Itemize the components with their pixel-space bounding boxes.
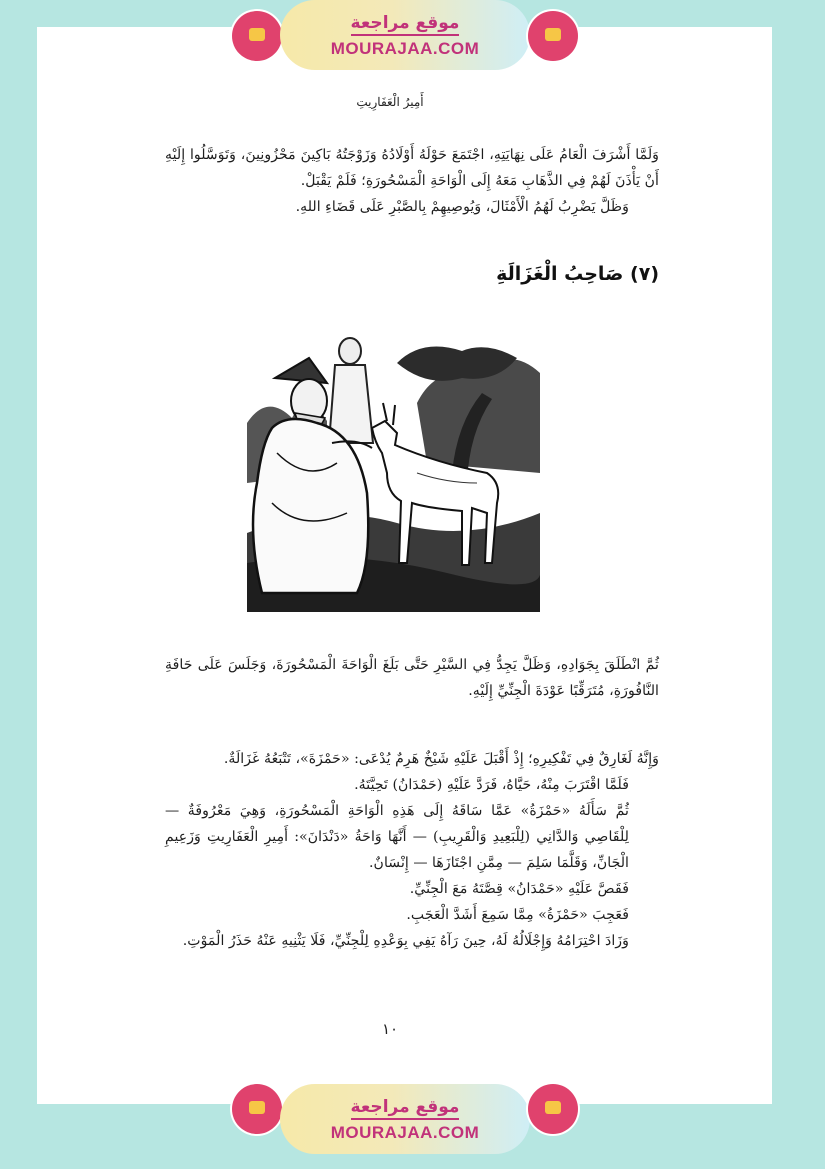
- site-logo-icon: [232, 11, 282, 61]
- watermark-arabic: موقع مراجعة: [351, 1096, 460, 1120]
- paragraph: وَزَادَ احْتِرَامُهُ وَإِجْلَالُهُ لَهُ، حِينَ رَآهُ يَفِي بِوَعْدِهِ لِلْجِنِّيِّ، فَلَا يَثْنِيهِ عَنْهُ حَذَرُ الْمَوْتِ.: [182, 933, 629, 949]
- watermark-banner-bottom[interactable]: [280, 1084, 530, 1154]
- paragraph: وَظَلَّ يَضْرِبُ لَهُمُ الْأَمْثَالَ، وَيُوصِيهِمْ بِالصَّبْرِ عَلَى قَضَاءِ اللهِ.: [295, 199, 629, 215]
- site-logo-icon: [232, 1084, 282, 1134]
- watermark-arabic: موقع مراجعة: [351, 12, 460, 36]
- middle-text-block: [165, 652, 659, 704]
- old-man-with-gazelle-illustration: [247, 333, 540, 612]
- book-icon: [249, 1101, 265, 1114]
- site-logo-icon: [528, 11, 578, 61]
- bottom-text-block: [165, 746, 659, 954]
- top-text-block: [165, 142, 659, 220]
- watermark-banner-top[interactable]: [280, 0, 530, 70]
- paragraph: فَقَصَّ عَلَيْهِ «حَمْدَانُ» قِصَّتَهُ مَعَ الْجِنِّيِّ.: [409, 881, 629, 897]
- paragraph: فَلَمَّا اقْتَرَبَ مِنْهُ، حَيَّاهُ، فَرَدَّ عَلَيْهِ (حَمْدَانُ) تَحِيَّتَهُ.: [354, 777, 629, 793]
- paragraph: فَعَجِبَ «حَمْزَةُ» مِمَّا سَمِعَ أَشَدَّ الْعَجَبِ.: [406, 907, 629, 923]
- watermark-english: MOURAJAA.COM: [330, 1122, 480, 1142]
- paragraph: وَلَمَّا أَشْرَفَ الْعَامُ عَلَى نِهَايَتِهِ، اجْتَمَعَ حَوْلَهُ أَوْلَادُهُ وَزَوْجَتُهُ بَاكِينَ مَحْزُونِينَ، وَتَوَسَّلُوا إِلَيْهِ أَنْ يَأْذَنَ لَهُمْ فِي الذَّهَابِ مَعَهُ إِلَى الْوَاحَةِ الْمَسْحُورَةِ؛ فَلَمْ يَقْبَلْ.: [165, 147, 659, 189]
- page-number: ١٠: [381, 1020, 399, 1038]
- section-heading: (٧) صَاحِبُ الْغَزَالَةِ: [496, 263, 659, 285]
- book-icon: [249, 28, 265, 41]
- running-head: أَمِيرُ الْعَفَارِيتِ: [356, 95, 424, 109]
- book-icon: [545, 1101, 561, 1114]
- paragraph: ثُمَّ سَأَلَهُ «حَمْزَةُ» عَمَّا سَاقَهُ إِلَى هَذِهِ الْوَاحَةِ الْمَسْحُورَةِ، وَهِيَ مَعْرُوفَةٌ — لِلْقَاصِي وَالدَّانِي (لِلْبَعِيدِ وَالْقَرِيبِ) — أَنَّهَا وَاحَةُ «دَنْدَانَ»: أَمِيرِ الْعَفَارِيتِ وَزَعِيمِ الْجَانِّ، وَقَلَّمَا سَلِمَ — مِمَّنِ اجْتَازَهَا — إِنْسَانٌ.: [165, 803, 629, 871]
- paragraph: وَإِنَّهُ لَغَارِقٌ فِي تَفْكِيرِهِ؛ إِذْ أَقْبَلَ عَلَيْهِ شَيْخٌ هَرِمٌ يُدْعَى: «حَمْزَةَ»، تَتْبَعُهُ غَزَالَةٌ.: [223, 751, 659, 767]
- book-icon: [545, 28, 561, 41]
- watermark-english: MOURAJAA.COM: [330, 38, 480, 58]
- site-logo-icon: [528, 1084, 578, 1134]
- paragraph: ثُمَّ انْطَلَقَ بِجَوَادِهِ، وَظَلَّ يَجِدُّ فِي السَّيْرِ حَتَّى بَلَغَ الْوَاحَةَ الْمَسْحُورَةَ، وَجَلَسَ عَلَى حَافَةِ النَّافُورَةِ، مُتَرَقِّبًا عَوْدَةَ الْجِنِّيِّ إِلَيْهِ.: [165, 657, 659, 699]
